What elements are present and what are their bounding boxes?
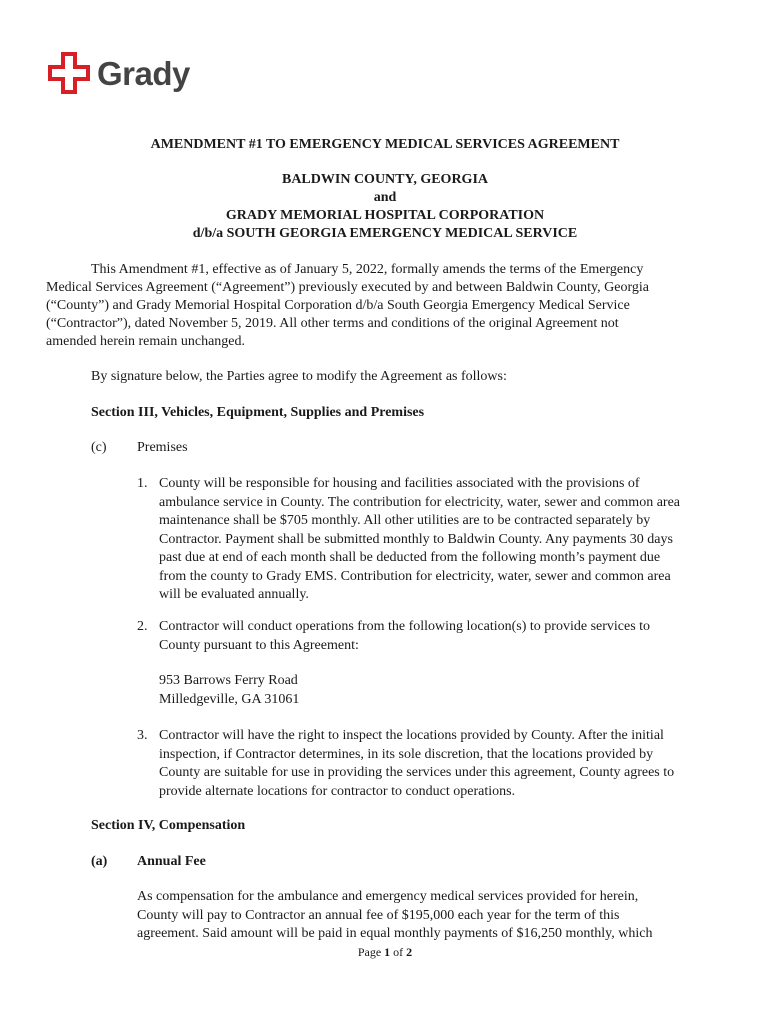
grady-cross-icon [48, 52, 90, 94]
party-two-dba: d/b/a SOUTH GEORGIA EMERGENCY MEDICAL SERVICE [192, 226, 578, 241]
address-line-2: Milledgeville, GA 31061 [159, 691, 300, 707]
party-one: BALDWIN COUNTY, GEORGIA [281, 172, 488, 187]
intro-line: (“County”) and Grady Memorial Hospital Corporation d/b/a South Georgia Emergency Medical Service [46, 298, 630, 313]
party-two: GRADY MEMORIAL HOSPITAL CORPORATION [225, 208, 545, 223]
list-item-line: past due at end of each month shall be deducted from the following month’s payment due [159, 550, 661, 565]
list-item-number: 2. [137, 619, 148, 634]
page-current: 1 [384, 945, 391, 959]
intro-line: This Amendment #1, effective as of January 5, 2022, formally amends the terms of the Emergency [91, 262, 644, 277]
list-item-text [159, 727, 737, 801]
compensation-line: As compensation for the ambulance and emergency medical services provided for herein, [137, 889, 639, 904]
list-item-line: inspection, if Contractor determines, in its sole discretion, that the locations provided by [159, 746, 654, 762]
compensation-line: County will pay to Contractor an annual fee of $195,000 each year for the term of this [137, 907, 620, 923]
compensation-paragraph [137, 888, 737, 944]
compensation-line: agreement. Said amount will be paid in equal monthly payments of $16,250 monthly, which [137, 926, 653, 941]
grady-logo [48, 52, 190, 94]
list-item-line: maintenance shall be $705 monthly. All other utilities are to be contracted separately by [159, 513, 651, 528]
list-item-line: Contractor. Payment shall be submitted monthly to Baldwin County. Any payments 30 days [159, 531, 673, 547]
intro-line: (“Contractor”), dated November 5, 2019. All other terms and conditions of the original Agreement not [46, 316, 619, 331]
list-item-line: ambulance service in County. The contribution for electricity, water, sewer and common area [159, 494, 681, 510]
and-text: and [373, 190, 397, 205]
document-title: AMENDMENT #1 TO EMERGENCY MEDICAL SERVICES AGREEMENT [150, 137, 620, 152]
list-item-number: 3. [137, 728, 148, 743]
subsection-a-label: (a) [91, 854, 108, 869]
section-four-heading: Section IV, Compensation [91, 818, 246, 833]
subsection-a-title: Annual Fee [137, 854, 206, 869]
list-item-number: 1. [137, 476, 148, 491]
list-item-text [159, 618, 737, 709]
section-three-heading: Section III, Vehicles, Equipment, Supplies and Premises [91, 405, 425, 420]
list-item-line: provide alternate locations for contractor to conduct operations. [159, 783, 516, 799]
subsection-c-title: Premises [137, 440, 188, 455]
list-item-line: from the county to Grady EMS. Contribution for electricity, water, sewer and common area [159, 568, 671, 584]
list-item-line: County will be responsible for housing and facilities associated with the provisions of [159, 476, 640, 491]
page-total: 2 [406, 945, 413, 959]
page-word: Page [357, 945, 382, 959]
list-item-line: County are suitable for use in providing the services under this agreement, County agrees to [159, 765, 675, 780]
list-item-line: Contractor will have the right to inspect the locations provided by County. After the initial [159, 728, 664, 743]
intro-line: amended herein remain unchanged. [46, 334, 246, 349]
signature-statement: By signature below, the Parties agree to modify the Agreement as follows: [91, 369, 507, 384]
page-of-word: of [393, 945, 404, 959]
page-number [0, 943, 770, 962]
intro-line: Medical Services Agreement (“Agreement”) previously executed by and between Baldwin County, Georgia [46, 280, 649, 295]
list-item-line: Contractor will conduct operations from the following location(s) to provide services to [159, 619, 651, 634]
list-item-line: County pursuant to this Agreement: [159, 637, 359, 653]
list-item-text [159, 475, 737, 605]
subsection-c-label: (c) [91, 440, 107, 455]
list-item [137, 618, 737, 709]
address-line-1: 953 Barrows Ferry Road [159, 673, 298, 688]
list-item [137, 727, 737, 801]
list-item-line: will be evaluated annually. [159, 587, 309, 602]
list-item [137, 475, 737, 605]
logo-text: Grady [97, 54, 190, 92]
